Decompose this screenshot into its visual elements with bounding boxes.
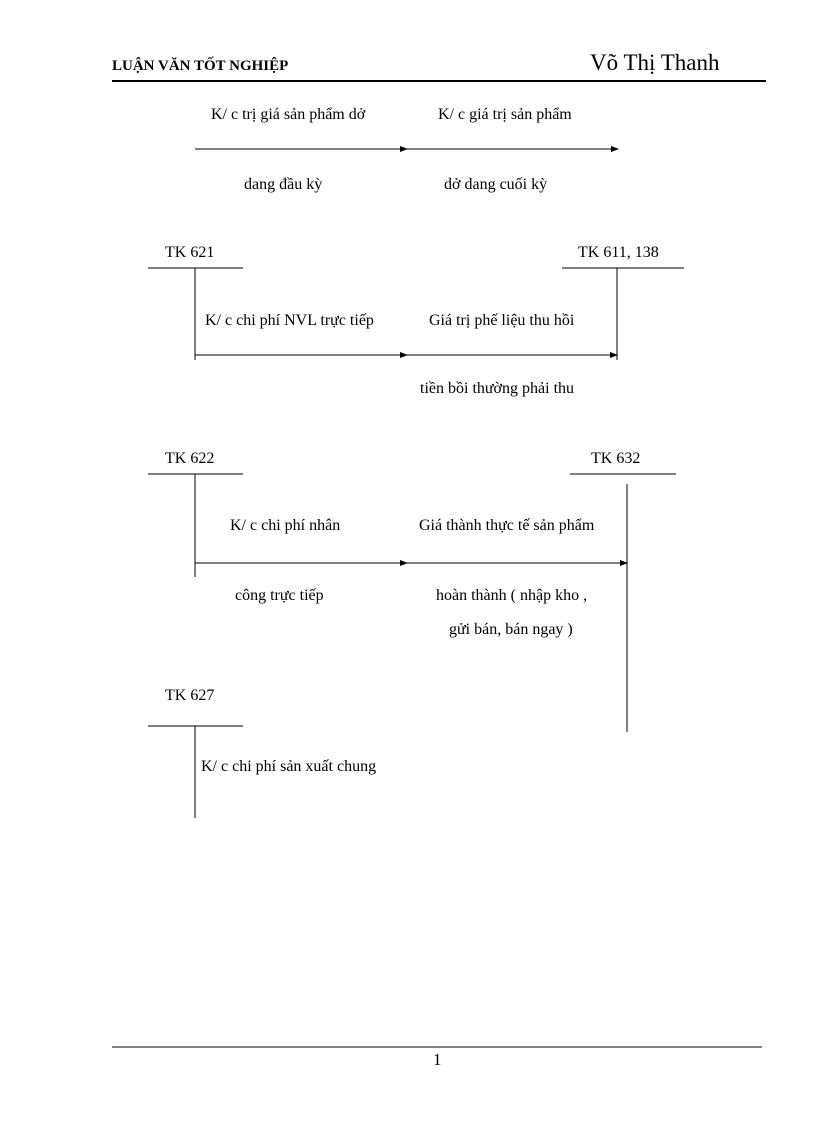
account-tk632: TK 632	[591, 450, 641, 467]
account-tk621: TK 621	[165, 244, 215, 261]
header-author: Võ Thị Thanh	[590, 50, 720, 75]
header-title: LUẬN VĂN TỐT NGHIỆP	[112, 58, 289, 74]
row2-label-a: K/ c chi phí NVL trực tiếp	[205, 312, 374, 329]
row3-label-a-bottom: công trực tiếp	[235, 587, 324, 604]
row3-label-b-mid: hoàn thành ( nhập kho ,	[436, 587, 588, 604]
account-tk622: TK 622	[165, 450, 215, 467]
account-tk611-138: TK 611, 138	[578, 244, 659, 261]
row3-label-b-top: Giá thành thực tế sản phẩm	[419, 517, 595, 534]
row1-label-a-bottom: dang đầu kỳ	[244, 176, 323, 193]
row3-label-b-bottom: gửi bán, bán ngay )	[449, 621, 573, 638]
account-tk627: TK 627	[165, 687, 215, 704]
row2-label-b-top: Giá trị phế liệu thu hồi	[429, 312, 575, 329]
row1-label-b-top: K/ c giá trị sản phẩm	[438, 106, 572, 123]
row1-label-b-bottom: dở dang cuối kỳ	[444, 176, 548, 193]
row4-label-a: K/ c chi phí sản xuất chung	[201, 758, 377, 775]
row1-label-a-top: K/ c trị giá sản phẩm dở	[211, 106, 366, 123]
page-number: 1	[433, 1050, 442, 1069]
row2-label-b-bottom: tiền bồi thường phải thu	[420, 380, 575, 397]
row3-label-a-top: K/ c chi phí nhân	[230, 517, 341, 534]
